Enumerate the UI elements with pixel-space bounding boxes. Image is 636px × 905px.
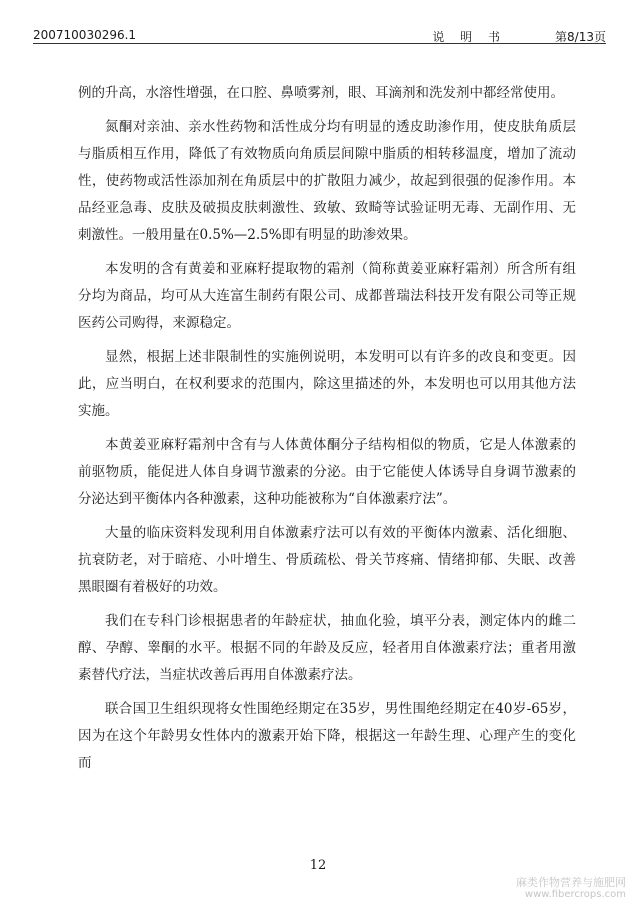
document-type: 说 明 书: [432, 30, 506, 44]
paragraph: 显然，根据上述非限制性的实施例说明，本发明可以有许多的改良和变更。因此，应当明白，在权利要求的范围内，除这里描述的外，本发明也可以用其他方法实施。: [78, 349, 576, 419]
header-divider: [33, 43, 606, 44]
paragraph: 本发明的含有黄姜和亚麻籽提取物的霜剂（简称黄姜亚麻籽霜剂）所含所有组分均为商品，均可从大连富生制药有限公司、成都普瑞法科技开发有限公司等正规医药公司购得，来源稳定。: [78, 261, 576, 331]
paragraph: 本黄姜亚麻籽霜剂中含有与人体黄体酮分子结构相似的物质，它是人体激素的前驱物质，能促进人体自身调节激素的分泌。由于它能使人体诱导自身调节激素的分泌达到平衡体内各种激素，这种功能被称为“自体激素疗法”。: [78, 437, 576, 507]
paragraph: 联合国卫生组织现将女性围绝经期定在35岁，男性围绝经期定在40岁-65岁，因为在这个年龄男女性体内的激素开始下降，根据这一年龄生理、心理产生的变化而: [78, 701, 576, 771]
document-body: [78, 80, 576, 784]
application-number: 200710030296.1: [33, 28, 137, 42]
watermark-url: www.fibercrops.com: [524, 889, 626, 900]
paragraph: 氮酮对亲油、亲水性药物和活性成分均有明显的透皮助渗作用，使皮肤角质层与脂质相互作用，降低了有效物质向角质层间隙中脂质的相转移温度，增加了流动性，使药物或活性添加剂在角质层中的扩散阻力减少，故起到很强的促渗作用。本品经亚急毒、皮肤及破损皮肤刺激性、致敏、致畸等试验证明无毒、无副作用、无刺激性。一般用量在0.5%—2.5%即有明显的助渗效果。: [78, 119, 576, 243]
page-number: 12: [309, 858, 327, 873]
page-info: 第8/13页: [555, 30, 606, 44]
paragraph: 我们在专科门诊根据患者的年龄症状，抽血化验，填平分表，测定体内的雌二醇、孕醇、睾酮的水平。根据不同的年龄及反应，轻者用自体激素疗法；重者用激素替代疗法，当症状改善后再用自体激素疗法。: [78, 613, 576, 683]
paragraph: 大量的临床资料发现利用自体激素疗法可以有效的平衡体内激素、活化细胞、抗衰防老，对于暗疮、小叶增生、骨质疏松、骨关节疼痛、情绪抑郁、失眠、改善黑眼圈有着极好的功效。: [78, 525, 576, 595]
paragraph: 例的升高，水溶性增强，在口腔、鼻喷雾剂，眼、耳滴剂和洗发剂中都经常使用。: [78, 85, 564, 101]
watermark-text: 麻类作物营养与施肥网: [516, 876, 626, 889]
